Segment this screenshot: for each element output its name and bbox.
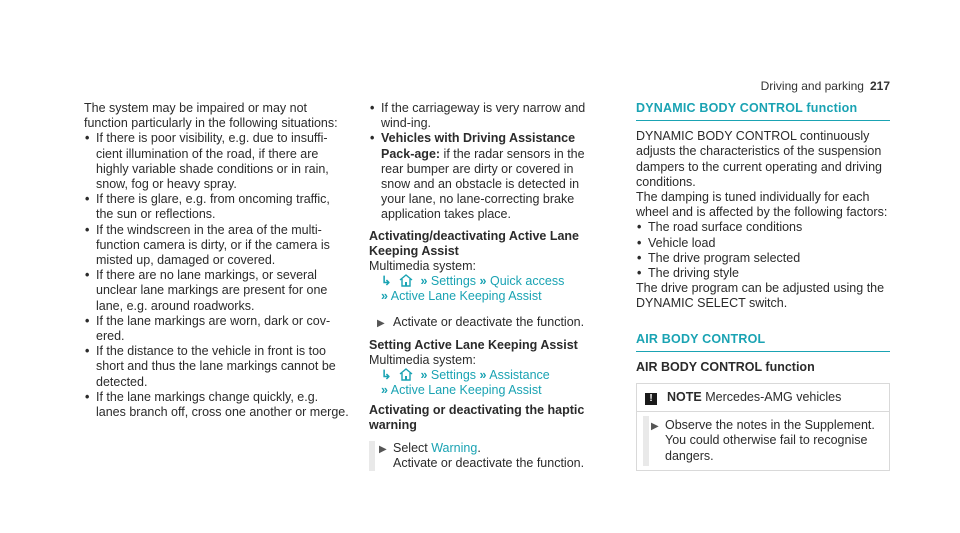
paragraph: The damping is tuned individually for each wheel and is affected by the following factors:: [636, 190, 888, 220]
list-item-text: if the radar sensors in the rear bumper are dirty or covered in snow and an obstacle is detected in your lane, no lane-correcting brake application takes place.: [381, 146, 585, 222]
note-subtitle: Mercedes-AMG vehicles: [705, 390, 842, 405]
column-right: [636, 101, 890, 471]
double-chevron-icon: »: [420, 368, 428, 383]
list-item: • If there is glare, e.g. from oncoming traffic, the sun or reflections.: [84, 192, 350, 222]
path-settings[interactable]: Settings: [430, 368, 477, 383]
list-item: • If there is poor visibility, e.g. due to insuffi-cient illumination of the road, if there are highly variable shade conditions or in rain, snow, fog or heavy spray.: [84, 131, 350, 192]
paragraph: The drive program can be adjusted using the DYNAMIC SELECT switch.: [636, 281, 885, 311]
header-section: Driving and parking: [760, 79, 864, 93]
paragraph: DYNAMIC BODY CONTROL continuously adjusts the characteristics of the suspension dampers to the current operating and driving conditions.: [636, 129, 882, 189]
note-body: [637, 412, 889, 470]
situations-list: [84, 131, 350, 420]
factors-list: [636, 220, 890, 281]
column-left: [84, 101, 350, 420]
instruction-text: Activate or deactivate the function.: [393, 456, 585, 471]
instruction-text: Activate or deactivate the function.: [393, 314, 585, 329]
page-number: 217: [869, 79, 890, 93]
home-icon[interactable]: [399, 368, 413, 381]
note-text: Observe the notes in the Supplement. You could otherwise fail to recognise dangers.: [665, 418, 875, 463]
note-box: [636, 383, 890, 471]
triangle-icon: ▶: [379, 444, 387, 456]
situations-list-cont: [369, 101, 605, 223]
list-item: • If the carriageway is very narrow and wind-ing.: [369, 101, 605, 131]
double-chevron-icon: »: [479, 274, 487, 289]
instruction-select: Select: [393, 441, 432, 456]
note-bar: [643, 416, 649, 466]
path-settings[interactable]: Settings: [430, 274, 477, 289]
section-heading-abc: AIR BODY CONTROL: [636, 332, 890, 352]
instruction-dot: .: [477, 441, 481, 456]
path-quick-access[interactable]: Quick access: [489, 274, 565, 289]
multimedia-label: Multimedia system:: [369, 353, 476, 368]
note-header: [637, 384, 889, 412]
list-item: • If the lane markings change quickly, e.g. lanes branch off, cross one another or merge.: [84, 390, 350, 420]
list-item: • The drive program selected: [636, 251, 890, 266]
list-item: • The road surface conditions: [636, 220, 890, 235]
instruction-step: [369, 441, 605, 471]
list-item: [369, 131, 605, 222]
list-item: • If the windscreen in the area of the multi-function camera is dirty, or if the camera is misted up, damaged or covered.: [84, 223, 350, 269]
heading-abc-function: AIR BODY CONTROL function: [636, 359, 815, 374]
double-chevron-icon: »: [381, 289, 388, 304]
exclamation-icon: !: [645, 393, 657, 405]
home-icon[interactable]: [399, 274, 413, 287]
list-item: • If the distance to the vehicle in front is too short and thus the lane markings cannot be detected.: [84, 344, 350, 390]
multimedia-label: Multimedia system:: [369, 259, 476, 274]
note-label: NOTE: [667, 390, 702, 405]
double-chevron-icon: »: [479, 368, 487, 383]
column-middle: [369, 101, 605, 471]
triangle-icon: ▶: [377, 317, 385, 329]
list-item: • If the lane markings are worn, dark or cov-ered.: [84, 314, 350, 344]
triangle-icon: ▶: [651, 421, 659, 433]
heading-haptic: Activating or deactivating the haptic warning: [369, 402, 585, 432]
path-alka[interactable]: Active Lane Keeping Assist: [390, 383, 542, 398]
intro-text: The system may be impaired or may not function particularly in the following situations:: [84, 101, 338, 131]
list-item: • The driving style: [636, 266, 890, 281]
path-alka[interactable]: Active Lane Keeping Assist: [390, 289, 542, 304]
heading-setting: Setting Active Lane Keeping Assist: [369, 337, 578, 352]
instruction-step: [369, 315, 605, 330]
list-item: • Vehicle load: [636, 236, 890, 251]
corner-arrow-icon: ↳: [381, 274, 392, 289]
double-chevron-icon: »: [381, 383, 388, 398]
heading-activating: Activating/deactivating Active Lane Keeping Assist: [369, 228, 580, 258]
list-item: • If there are no lane markings, or several unclear lane markings are present for one lane, e.g. around roadworks.: [84, 268, 350, 314]
section-heading-dbc: DYNAMIC BODY CONTROL function: [636, 101, 890, 121]
list-item-bold: Vehicles with Driving Assistance Pack-age:: [381, 131, 576, 161]
corner-arrow-icon: ↳: [381, 368, 392, 383]
menu-path: [369, 368, 605, 398]
path-assistance[interactable]: Assistance: [489, 368, 550, 383]
menu-path: [369, 274, 605, 304]
warning-link[interactable]: Warning: [431, 441, 478, 456]
double-chevron-icon: »: [420, 274, 428, 289]
page-header: [761, 79, 890, 93]
